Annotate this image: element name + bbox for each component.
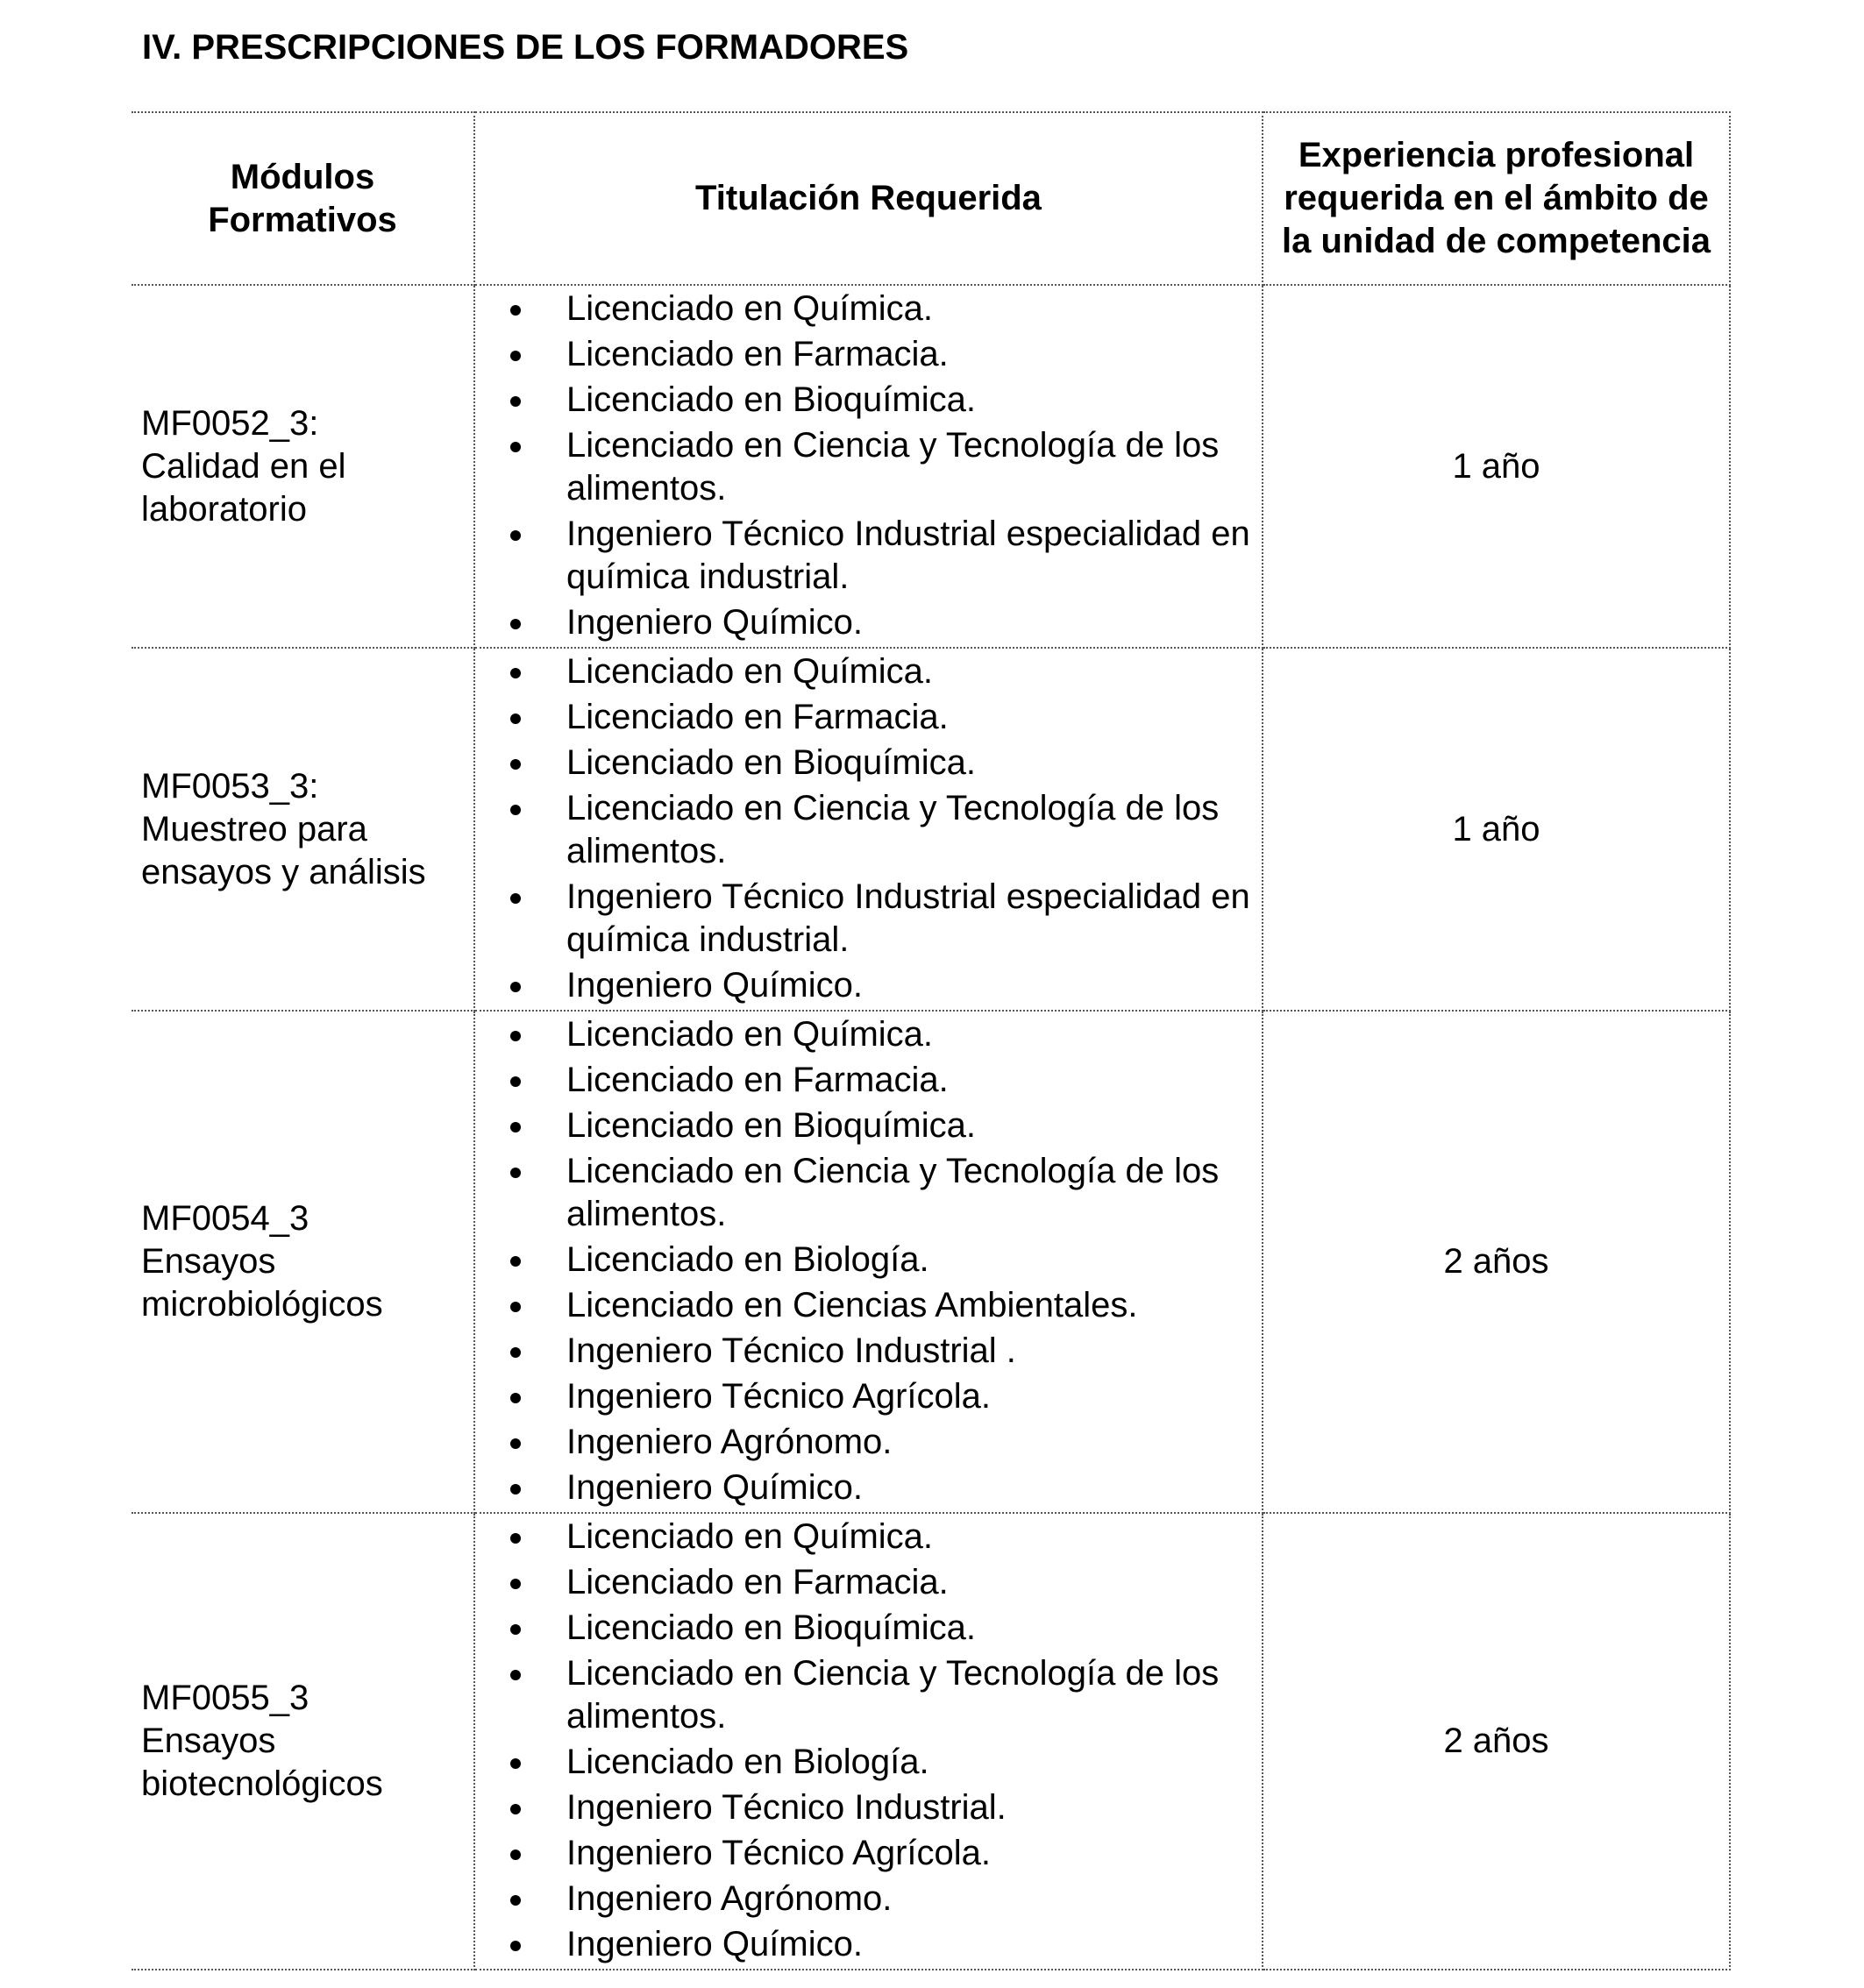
- list-item: [475, 1786, 1253, 1829]
- bullet-icon: [510, 1533, 521, 1544]
- header-experience: Experiencia profesional requerida en el ámbito de la unidad de competencia: [1263, 112, 1730, 285]
- qualification-text: Licenciado en Bioquímica.: [566, 743, 976, 782]
- bullet-icon: [510, 1758, 521, 1769]
- qualification-text: Licenciado en Química.: [566, 1015, 934, 1054]
- bullet-icon: [510, 1438, 521, 1449]
- experience-cell: [1263, 648, 1730, 1011]
- list-item: [475, 1104, 1253, 1147]
- bullet-icon: [510, 1031, 521, 1041]
- page-title: IV. PRESCRIPCIONES DE LOS FORMADORES: [142, 28, 909, 67]
- qualification-text: Ingeniero Técnico Industrial.: [566, 1788, 1007, 1827]
- qualification-list: [475, 649, 1262, 1007]
- list-item: [475, 1059, 1253, 1102]
- table-body: [132, 285, 1730, 1970]
- bullet-icon: [510, 1302, 521, 1312]
- qualification-text: Licenciado en Química.: [566, 652, 934, 691]
- list-item: [475, 1421, 1253, 1464]
- bullet-icon: [510, 668, 521, 678]
- bullet-icon: [510, 1624, 521, 1635]
- list-item: [475, 742, 1253, 785]
- module-cell: [132, 1011, 474, 1513]
- bullet-icon: [510, 351, 521, 361]
- qualification-text: Licenciado en Ciencia y Tecnología de los alimentos.: [566, 1152, 1220, 1233]
- qualification-text: Licenciado en Ciencias Ambientales.: [566, 1286, 1138, 1324]
- list-item: [475, 1741, 1253, 1784]
- header-qualification: Titulación Requerida: [474, 112, 1263, 285]
- qualification-text: Ingeniero Químico.: [566, 1925, 863, 1963]
- bullet-icon: [510, 1393, 521, 1403]
- qualification-text: Ingeniero Técnico Industrial especialidad en química industrial.: [566, 515, 1250, 596]
- bullet-icon: [510, 893, 521, 904]
- bullet-icon: [510, 714, 521, 724]
- bullet-icon: [510, 1804, 521, 1814]
- list-item: [475, 1239, 1253, 1282]
- bullet-icon: [510, 1076, 521, 1087]
- table-row: [132, 1513, 1730, 1970]
- bullet-icon: [510, 305, 521, 316]
- list-item: [475, 379, 1253, 422]
- qualification-text: Licenciado en Química.: [566, 289, 934, 328]
- trainer-prescriptions-table: [132, 111, 1731, 1970]
- list-item: [475, 1561, 1253, 1604]
- bullet-icon: [510, 530, 521, 541]
- list-item: [475, 696, 1253, 739]
- qualification-text: Ingeniero Técnico Agrícola.: [566, 1377, 992, 1416]
- list-item: [475, 650, 1253, 693]
- bullet-icon: [510, 619, 521, 629]
- list-item: [475, 876, 1253, 962]
- list-item: [475, 333, 1253, 376]
- experience-value: 2 años: [1443, 1722, 1549, 1760]
- list-item: [475, 1607, 1253, 1650]
- list-item: [475, 1652, 1253, 1738]
- table-row: [132, 648, 1730, 1011]
- bullet-icon: [510, 1850, 521, 1860]
- experience-value: 1 año: [1452, 446, 1540, 486]
- qualification-text: Ingeniero Químico.: [566, 1468, 863, 1507]
- bullet-icon: [510, 1122, 521, 1132]
- experience-cell: [1263, 285, 1730, 648]
- qualification-text: Licenciado en Química.: [566, 1517, 934, 1556]
- bullet-icon: [510, 982, 521, 992]
- module-cell: [132, 648, 474, 1011]
- qualification-text: Ingeniero Técnico Industrial especialidad en química industrial.: [566, 877, 1250, 959]
- table-row: [132, 285, 1730, 648]
- qualification-text: Licenciado en Farmacia.: [566, 698, 949, 736]
- bullet-icon: [510, 1168, 521, 1178]
- bullet-icon: [510, 1895, 521, 1906]
- qualification-text: Ingeniero Técnico Industrial .: [566, 1331, 1016, 1370]
- bullet-icon: [510, 1941, 521, 1951]
- bullet-icon: [510, 1579, 521, 1589]
- qualification-text: Ingeniero Químico.: [566, 603, 863, 642]
- bullet-icon: [510, 1256, 521, 1267]
- qualification-text: Ingeniero Agrónomo.: [566, 1879, 893, 1918]
- qualification-text: Licenciado en Biología.: [566, 1240, 929, 1279]
- bullet-icon: [510, 1670, 521, 1680]
- list-item: [475, 1832, 1253, 1875]
- list-item: [475, 288, 1253, 330]
- list-item: [475, 424, 1253, 510]
- qualification-cell: [474, 1513, 1263, 1970]
- qualification-text: Licenciado en Bioquímica.: [566, 380, 976, 419]
- qualification-list: [475, 1514, 1262, 1966]
- list-item: [475, 601, 1253, 644]
- list-item: [475, 1284, 1253, 1327]
- bullet-icon: [510, 759, 521, 770]
- qualification-text: Ingeniero Químico.: [566, 966, 863, 1005]
- qualification-list: [475, 286, 1262, 644]
- list-item: [475, 1330, 1253, 1373]
- bullet-icon: [510, 805, 521, 815]
- list-item: [475, 1466, 1253, 1509]
- experience-value: 2 años: [1443, 1242, 1549, 1281]
- qualification-cell: [474, 648, 1263, 1011]
- qualification-cell: [474, 285, 1263, 648]
- module-name: MF0053_3: Muestreo para ensayos y análisis: [141, 766, 426, 891]
- qualification-text: Licenciado en Ciencia y Tecnología de los alimentos.: [566, 789, 1220, 870]
- module-name: MF0054_3 Ensayos microbiológicos: [141, 1199, 383, 1324]
- list-item: [475, 787, 1253, 873]
- bullet-icon: [510, 442, 521, 452]
- qualification-text: Licenciado en Farmacia.: [566, 1061, 949, 1099]
- qualification-text: Licenciado en Farmacia.: [566, 335, 949, 373]
- bullet-icon: [510, 1347, 521, 1358]
- qualification-text: Licenciado en Biología.: [566, 1743, 929, 1781]
- module-cell: [132, 285, 474, 648]
- list-item: [475, 1150, 1253, 1236]
- list-item: [475, 1878, 1253, 1921]
- module-name: MF0052_3: Calidad en el laboratorio: [141, 403, 346, 529]
- list-item: [475, 964, 1253, 1007]
- qualification-text: Ingeniero Técnico Agrícola.: [566, 1834, 992, 1872]
- qualification-text: Licenciado en Ciencia y Tecnología de los alimentos.: [566, 426, 1220, 508]
- table-row: [132, 1011, 1730, 1513]
- module-name: MF0055_3 Ensayos biotecnológicos: [141, 1679, 383, 1803]
- list-item: [475, 1013, 1253, 1056]
- list-item: [475, 1516, 1253, 1558]
- list-item: [475, 1923, 1253, 1966]
- header-modules: Módulos Formativos: [132, 112, 474, 285]
- table-header-row: [132, 112, 1730, 285]
- experience-cell: [1263, 1011, 1730, 1513]
- list-item: [475, 1375, 1253, 1418]
- experience-value: 1 año: [1452, 809, 1540, 848]
- qualification-cell: [474, 1011, 1263, 1513]
- list-item: [475, 513, 1253, 599]
- experience-cell: [1263, 1513, 1730, 1970]
- qualification-text: Licenciado en Farmacia.: [566, 1563, 949, 1601]
- qualification-text: Licenciado en Bioquímica.: [566, 1106, 976, 1145]
- qualification-list: [475, 1012, 1262, 1509]
- module-cell: [132, 1513, 474, 1970]
- qualification-text: Ingeniero Agrónomo.: [566, 1423, 893, 1461]
- qualification-text: Licenciado en Bioquímica.: [566, 1608, 976, 1647]
- bullet-icon: [510, 1484, 521, 1495]
- bullet-icon: [510, 396, 521, 407]
- qualification-text: Licenciado en Ciencia y Tecnología de los alimentos.: [566, 1654, 1220, 1736]
